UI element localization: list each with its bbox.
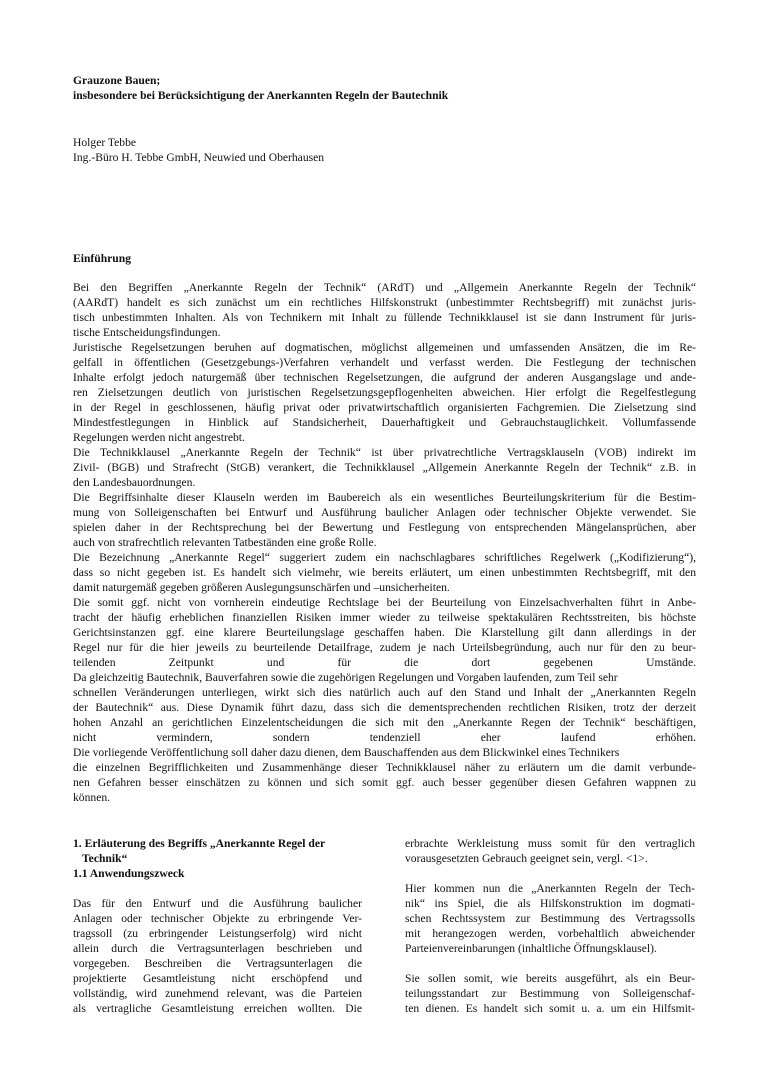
- left-column-text: [73, 896, 362, 1016]
- right-column-line: teilungsstandart zur Bestimmung von Solleigenschaf-: [405, 987, 695, 1000]
- left-column-line: Anlagen oder technischer Objekte zu erbringende Ver-: [73, 912, 362, 925]
- intro-text-line: Die Technikklausel „Anerkannte Regeln der Technik“ ist über privatrechtliche Vertragsklauseln (VOB) indirekt im: [73, 446, 696, 459]
- right-column-line: mit herangezogen werden, vorbehaltlich abweichender: [405, 927, 695, 940]
- intro-text-line: Zivil- (BGB) und Strafrecht (StGB) verankert, die Technikklausel „Allgemein Anerkannte Regeln der Technik“ z.B. in: [73, 461, 696, 474]
- right-column-line: Parteienvereinbarungen (inhaltliche Öffnungsklausel).: [405, 942, 657, 955]
- left-column-line: als vertragliche Gesamtleistung erreichen wollten. Die: [73, 1002, 362, 1015]
- intro-text-line: (AARdT) handelt es sich zunächst um ein rechtliches Hilfskonstrukt (unbestimmter Rechtsbegriff) mit zunächst juris-: [73, 296, 696, 309]
- intro-text-line: Die somit ggf. nicht von vornherein eindeutige Rechtslage bei der Beurteilung von Einzelsachverhalten führt in Anbe-: [73, 596, 696, 609]
- right-column-line: erbrachte Werkleistung muss somit für den vertraglich: [405, 837, 695, 850]
- intro-text-line: tische Entscheidungsfindungen.: [73, 326, 221, 339]
- section-heading: [73, 836, 362, 881]
- left-column-line: vollständig, wird zunehmend relevant, was die Parteien: [73, 987, 362, 1000]
- intro-text-line: spielen daher in der Rechtsprechung bei der Bewertung und Festlegung von entsprechenden Mängelansprüchen, aber: [73, 521, 696, 534]
- section-heading-line-2: Technik“: [82, 852, 128, 865]
- right-column-line: vorausgesetzten Gebrauch geeignet sein, vergl. <1>.: [405, 852, 648, 865]
- intro-heading: Einführung: [73, 252, 131, 265]
- intro-text-line: hohen Anzahl an gerichtlichen Einzelentscheidungen die sich mit den „Anerkannte Regen der Technik“ beschäftigen,: [73, 716, 696, 729]
- intro-text-line: Regel nur für die hier jeweils zu beurteilende Detailfrage, zudem je nach Urteilsbegründung, auch nur für den zu beur-: [73, 641, 696, 654]
- document-title: [73, 73, 693, 103]
- left-column-line: vorgegeben. Beschreiben die Vertragsunterlagen die: [73, 957, 362, 970]
- left-column-line: Das für den Entwurf und die Ausführung baulicher: [73, 897, 362, 910]
- intro-text-line: auch von strafrechtlich relevanten Tatbeständen eine große Rolle.: [73, 536, 377, 549]
- title-line-1: Grauzone Bauen;: [73, 74, 161, 87]
- subsection-heading: 1.1 Anwendungszweck: [73, 867, 185, 880]
- intro-text-line: in der Regel in geschlossenen, häufig privat oder privatwirtschaftlich organisierten Fachgremien. Die Zielsetzung sind: [73, 401, 696, 414]
- left-column-line: allein durch die Vertragsunterlagen beschrieben und: [73, 942, 362, 955]
- intro-text-line: ren Zielsetzungen deutlich von juristischen Regelsetzungsgepflogenheiten abweichen. Hier erfolgt die Regelfestlegung: [73, 386, 696, 399]
- intro-text-line: nen Gefahren besser einschätzen zu können und sich somit ggf. auch besser gegenüber diesen Gefahren wappnen zu: [73, 776, 696, 789]
- intro-text-line: damit naturgemäß gegeben größeren Auslegungsunschärfen und –unsicherheiten.: [73, 581, 450, 594]
- intro-text-line: die einzelnen Begrifflichkeiten und Zusammenhänge dieser Technikklausel näher zu erläutern um die damit verbunde-: [73, 761, 696, 774]
- intro-text-line: teilenden Zeitpunkt und für die dort gegebenen Umstände.: [73, 656, 696, 669]
- right-column: [405, 836, 695, 1016]
- intro-text-line: Da gleichzeitig Bautechnik, Bauverfahren sowie die zugehörigen Regelungen und Vorgaben laufenden, zum Teil sehr: [73, 671, 618, 684]
- left-column: [73, 836, 362, 1016]
- author-block: [73, 135, 693, 165]
- intro-text-line: gelfall in öffentlichen (Gesetzgebungs-)Verfahren verhandelt und verfasst werden. Die Festlegung der technischen: [73, 356, 696, 369]
- author-affiliation: Ing.-Büro H. Tebbe GmbH, Neuwied und Oberhausen: [73, 151, 325, 164]
- right-column-line: schen Rechtssystem zur Bestimmung des Vertragssolls: [405, 912, 695, 925]
- intro-text-line: tisch unbestimmten Inhalten. Als von Technikern mit Inhalt zu füllende Technikklausel ist sie dann Instrument für juris-: [73, 311, 696, 324]
- intro-text-line: Die Bezeichnung „Anerkannte Regel“ suggeriert zudem ein nachschlagbares schriftliches Regelwerk („Kodifizierung“),: [73, 551, 696, 564]
- author-name: Holger Tebbe: [73, 136, 137, 149]
- intro-text-line: dass so nicht gegeben ist. Es handelt sich vielmehr, wie bereits erläutert, um einen unbestimmten Rechtsbegriff, mit den: [73, 566, 696, 579]
- right-column-line: ten dienen. Es handelt sich somit u. a. um ein Hilfsmit-: [405, 1002, 695, 1015]
- intro-text-line: der Bautechnik“ aus. Diese Dynamik führt dazu, dass sich die dementsprechenden rechtlichen Risiken, trotz der derzeit: [73, 701, 696, 714]
- intro-text-line: Gerichtsinstanzen ggf. eine klarere Beurteilungslage geschaffen haben. Die Klarstellung gilt dann allerdings in der: [73, 626, 696, 639]
- right-column-line: Sie sollen somit, wie bereits ausgeführt, als ein Beur-: [405, 972, 695, 985]
- intro-text-line: Bei den Begriffen „Anerkannte Regeln der Technik“ (ARdT) und „Allgemein Anerkannte Regeln der Technik“: [73, 281, 696, 294]
- title-line-2: insbesondere bei Berücksichtigung der Anerkannten Regeln der Bautechnik: [73, 89, 449, 102]
- right-column-paragraph-2: [405, 881, 695, 956]
- intro-text-line: Die vorliegende Veröffentlichung soll daher dazu dienen, dem Bauschaffenden aus dem Blickwinkel eines Technikers: [73, 746, 620, 759]
- intro-text-line: den Landesbauordnungen.: [73, 476, 196, 489]
- intro-text-line: Die Begriffsinhalte dieser Klauseln werden im Baubereich als ein wesentliches Beurteilungskriterium für die Bestim-: [73, 491, 696, 504]
- intro-text-line: Juristische Regelsetzungen beruhen auf dogmatischen, möglichst allgemeinen und umfassenden Ansätzen, die im Re-: [73, 341, 696, 354]
- right-column-line: nik“ ins Spiel, die als Hilfskonstruktion im dogmati-: [405, 897, 695, 910]
- right-column-paragraph-1: [405, 836, 695, 866]
- intro-text-line: schnellen Veränderungen unterliegen, wirkt sich dies natürlich auch auf den Stand und Inhalt der „Anerkannten Regeln: [73, 686, 696, 699]
- left-column-line: projektierte Gesamtleistung nicht erschöpfend und: [73, 972, 362, 985]
- intro-text-line: nicht vermindern, sondern tendenziell eher laufend erhöhen.: [73, 731, 696, 744]
- intro-text-line: Mindestfestlegungen in Hinblick auf Standsicherheit, Dauerhaftigkeit und Gebrauchstauglichkeit. Vollumfassende: [73, 416, 696, 429]
- right-column-paragraph-3: [405, 971, 695, 1016]
- intro-body: [73, 280, 696, 805]
- intro-text-line: Inhalte erfolgt jedoch naturgemäß über technischen Regelsetzungen, die aufgrund der anderen Ausgangslage und ande-: [73, 371, 696, 384]
- intro-text-line: tracht der häufig erheblichen finanziellen Risiken immer wieder zu teilweise spektakulären Rechtsstreiten, bis höchste: [73, 611, 696, 624]
- left-column-line: tragssoll (zu erbringender Leistungserfolg) wird nicht: [73, 927, 362, 940]
- intro-text-line: können.: [73, 791, 111, 804]
- intro-text-line: Regelungen werden nicht angestrebt.: [73, 431, 245, 444]
- intro-text-line: mung von Solleigenschaften bei Entwurf und Ausführung baulicher Anlagen oder technischer Objekte verwendet. Sie: [73, 506, 696, 519]
- right-column-line: Hier kommen nun die „Anerkannten Regeln der Tech-: [405, 882, 695, 895]
- section-heading-line-1: 1. Erläuterung des Begriffs „Anerkannte Regel der: [73, 837, 326, 850]
